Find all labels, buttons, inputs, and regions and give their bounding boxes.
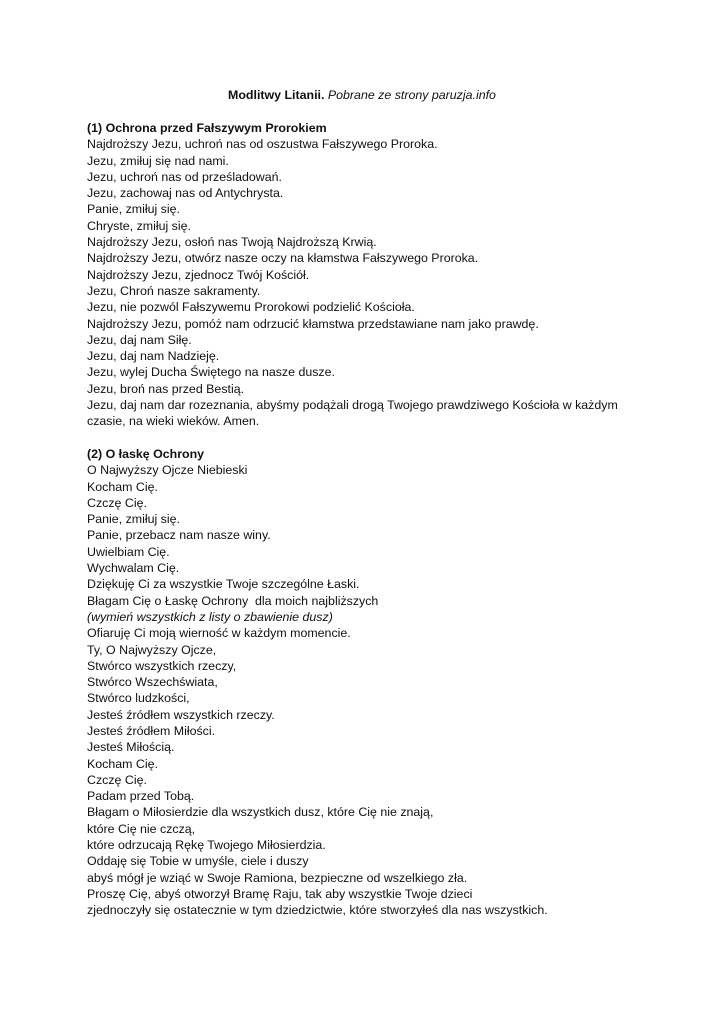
section-2-heading: (2) O łaskę Ochrony [87,446,205,461]
litany-line: Jezu, uchroń nas od prześladowań. [87,169,282,184]
prayer-line: Czczę Cię. [87,495,147,510]
litany-line: Panie, zmiłuj się. [87,202,180,217]
prayer-line: Kocham Cię. [87,756,158,771]
title-bold: Modlitwy Litanii. [228,88,325,102]
section-2-italic-note: (wymień wszystkich z listy o zbawienie dusz) [87,609,333,624]
prayer-line: Kocham Cię. [87,479,158,494]
prayer-line: Błagam o Miłosierdzie dla wszystkich dusz, które Cię nie znają, [87,805,434,820]
prayer-line: które Cię nie czczą, [87,821,196,836]
document-title [0,87,724,103]
litany-line: Jezu, nie pozwól Fałszywemu Prorokowi podzielić Kościoła. [87,300,415,315]
litany-line: Jezu, wylej Ducha Świętego na nasze dusze. [87,365,335,380]
litany-line: Jezu, daj nam Nadzieję. [87,349,220,364]
prayer-line: Dziękuję Ci za wszystkie Twoje szczególne Łaski. [87,577,360,592]
prayer-line: Stwórco wszystkich rzeczy, [87,658,237,673]
litany-line: Najdroższy Jezu, pomóż nam odrzucić kłamstwa przedstawiane nam jako prawdę. [87,316,539,331]
section-2-lines-a [87,462,647,609]
litany-line: Jezu, broń nas przed Bestią. [87,381,245,396]
prayer-line: Panie, przebacz nam nasze winy. [87,528,271,543]
litany-line: Jezu, Chroń nasze sakramenty. [87,283,261,298]
section-1-lines [87,136,647,429]
prayer-line: Czczę Cię. [87,772,147,787]
litany-line: Chryste, zmiłuj się. [87,218,191,233]
prayer-line: Jesteś źródłem Miłości. [87,723,216,738]
prayer-line: które odrzucają Rękę Twojego Miłosierdzia. [87,838,326,853]
litany-line: Jezu, daj nam Siłę. [87,332,192,347]
section-gap [87,430,647,446]
section-2-lines-b [87,625,647,918]
litany-line: Najdroższy Jezu, zjednocz Twój Kościół. [87,267,310,282]
litany-line: Jezu, daj nam dar rozeznania, abyśmy podążali drogą Twojego prawdziwego Kościoła w każdym [87,398,618,413]
section-1-heading: (1) Ochrona przed Fałszywym Prorokiem [87,121,327,135]
prayer-line: Proszę Cię, abyś otworzył Bramę Raju, tak aby wszystkie Twoje dzieci [87,886,473,901]
prayer-line: zjednoczyły się ostatecznie w tym dziedzictwie, które stworzyłeś dla nas wszystkich. [87,903,548,918]
prayer-line: Jesteś Miłością. [87,740,175,755]
prayer-line: O Najwyższy Ojcze Niebieski [87,463,248,478]
litany-line: czasie, na wieki wieków. Amen. [87,414,260,429]
prayer-line: Ty, O Najwyższy Ojcze, [87,642,217,657]
litany-line: Najdroższy Jezu, uchroń nas od oszustwa Fałszywego Proroka. [87,137,438,152]
prayer-line: Oddaję się Tobie w umyśle, ciele i duszy [87,854,309,869]
litany-line: Jezu, zmiłuj się nad nami. [87,153,229,168]
document-body [87,120,647,919]
litany-line: Jezu, zachowaj nas od Antychrysta. [87,186,284,201]
prayer-line: Padam przed Tobą. [87,789,195,804]
prayer-line: Stwórco Wszechświata, [87,675,218,690]
litany-line: Najdroższy Jezu, otwórz nasze oczy na kłamstwa Fałszywego Proroka. [87,251,479,266]
prayer-line: Jesteś źródłem wszystkich rzeczy. [87,707,275,722]
litany-line: Najdroższy Jezu, osłoń nas Twoją Najdroższą Krwią. [87,235,377,250]
prayer-line: Błagam Cię o Łaskę Ochrony dla moich najbliższych [87,593,379,608]
prayer-line: abyś mógł je wziąć w Swoje Ramiona, bezpieczne od wszelkiego zła. [87,870,468,885]
prayer-line: Wychwalam Cię. [87,561,180,576]
prayer-line: Panie, zmiłuj się. [87,512,180,527]
prayer-line: Uwielbiam Cię. [87,544,170,559]
title-source: Pobrane ze strony paruzja.info [327,88,496,102]
prayer-line: Stwórco ludzkości, [87,691,190,706]
prayer-line: Ofiaruję Ci moją wierność w każdym momencie. [87,626,351,641]
